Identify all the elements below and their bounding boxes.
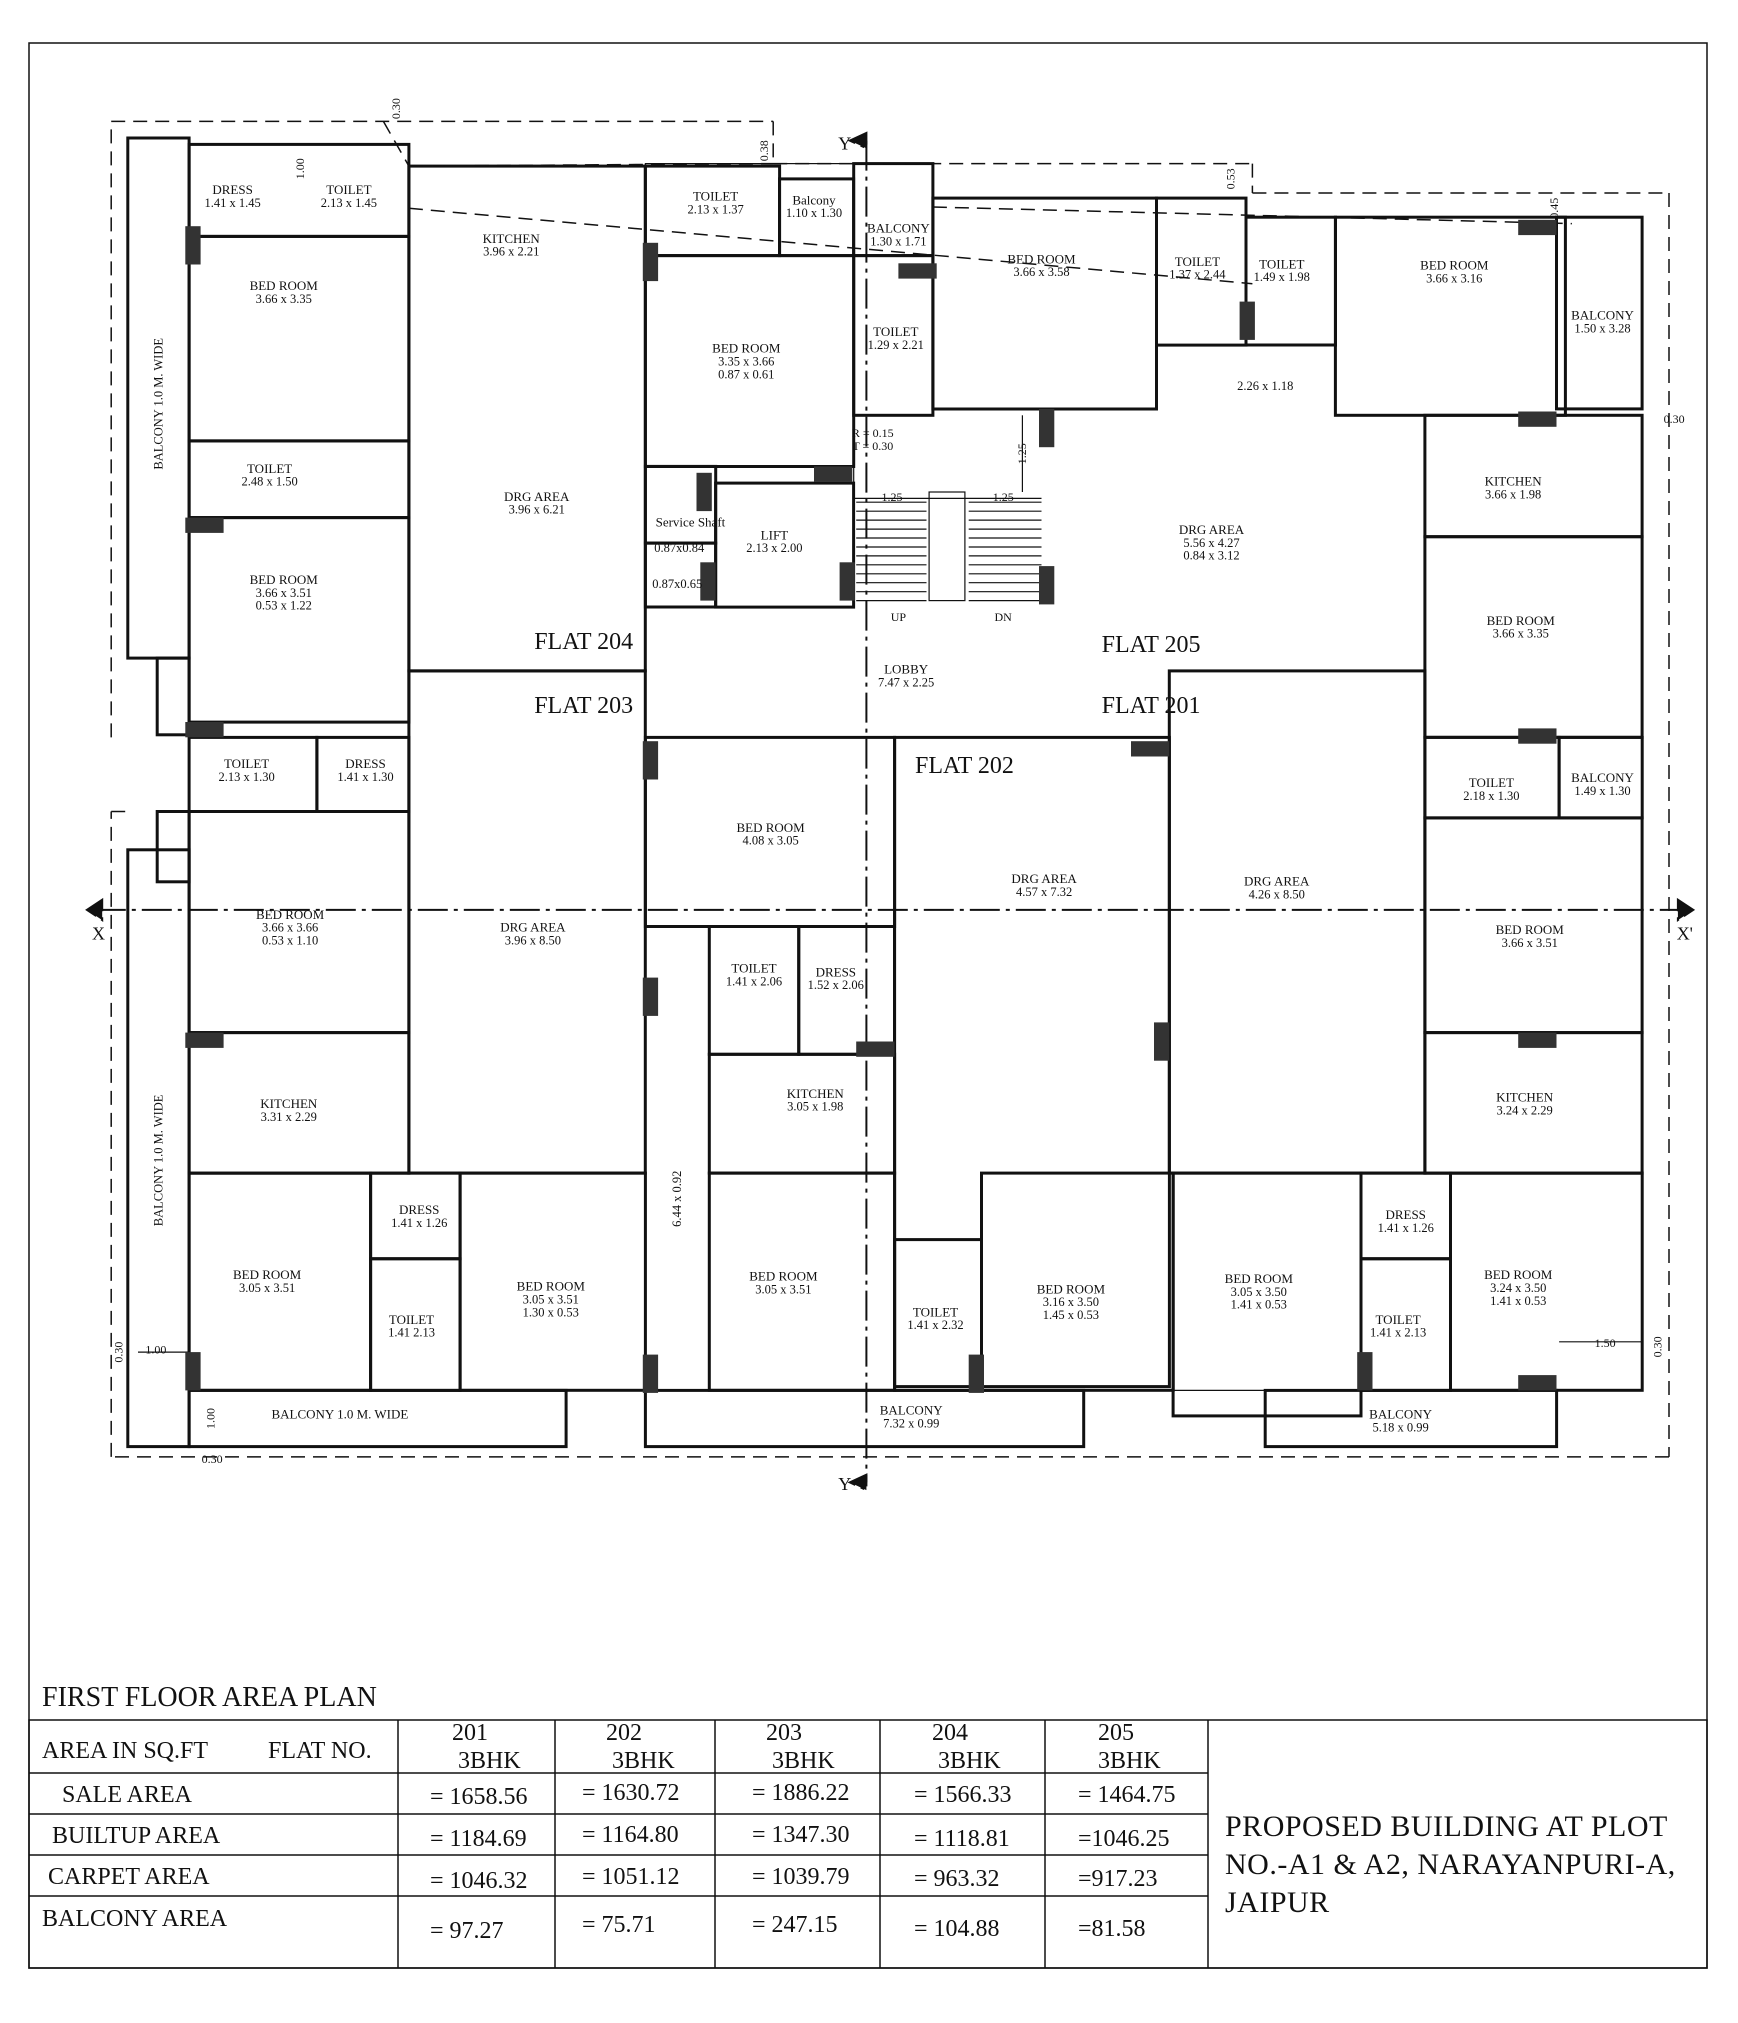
cell-value: = 1347.30 <box>752 1822 850 1848</box>
dimension-label: 1.00 <box>145 1342 167 1357</box>
room-label <box>867 221 930 249</box>
dimension-label: R = 0.15 <box>851 426 894 441</box>
room-label <box>749 1269 818 1297</box>
room-name: TOILET <box>873 324 919 340</box>
room-label <box>388 1312 435 1340</box>
room-name: Balcony <box>792 192 836 208</box>
structural-column <box>814 466 852 481</box>
structural-column <box>643 243 658 281</box>
room-name: KITCHEN <box>1496 1089 1554 1105</box>
room-dimension: 3.31 x 2.29 <box>260 1109 317 1124</box>
room-wall <box>157 812 189 882</box>
structural-column <box>643 1355 658 1393</box>
sheet-border <box>29 43 1707 1968</box>
room-name: DRG AREA <box>1244 873 1310 889</box>
room-label <box>1378 1207 1434 1235</box>
dimension-label: 0.30 <box>201 1452 223 1467</box>
room-label <box>907 1304 963 1332</box>
room-dimension: 1.10 x 1.30 <box>785 206 843 221</box>
room-label <box>1370 1312 1426 1340</box>
room-dimension: 4.57 x 7.32 <box>1015 884 1073 899</box>
room-name: KITCHEN <box>1484 473 1542 489</box>
room-dimension: 1.29 x 2.21 <box>867 337 924 352</box>
flat-label: FLAT 203 <box>534 693 634 720</box>
vertical-label: BALCONY 1.0 M. WIDE <box>151 1094 166 1227</box>
dimension-label: 0.53 <box>1223 168 1238 190</box>
room-dimension: 0.53 x 1.22 <box>255 598 312 613</box>
room-name: BED ROOM <box>255 906 325 922</box>
room-name: BED ROOM <box>249 278 318 294</box>
room-name: BED ROOM <box>1486 612 1555 628</box>
axis-arrow <box>87 900 102 920</box>
flat-label: FLAT 205 <box>1101 631 1201 658</box>
room-dimension: 7.32 x 0.99 <box>883 1416 940 1431</box>
room-label <box>391 1202 447 1230</box>
structural-column <box>1518 412 1556 427</box>
room-name: BALCONY <box>879 1402 943 1418</box>
room-dimension: 1.41 2.13 <box>388 1325 435 1340</box>
room-label <box>787 1086 845 1114</box>
room-dimension: 1.37 x 2.44 <box>1169 267 1226 282</box>
room-dimension: 3.05 x 3.51 <box>755 1282 812 1297</box>
outline-dashed <box>111 121 1669 1457</box>
room-label <box>337 756 393 784</box>
room-dimension: 1.41 x 1.26 <box>1377 1220 1434 1235</box>
room-name: KITCHEN <box>482 230 540 246</box>
flat-type: 3BHK <box>938 1748 1001 1774</box>
room-label <box>652 577 702 591</box>
stair-well <box>929 492 965 601</box>
cell-value: = 75.71 <box>582 1912 656 1938</box>
room-dimension: 2.26 x 1.18 <box>1237 378 1294 393</box>
axis-label: X' <box>1676 923 1693 944</box>
room-name: BED ROOM <box>1036 1281 1106 1297</box>
room-label <box>233 1267 302 1295</box>
row-label: SALE AREA <box>62 1782 193 1808</box>
row-label: BUILTUP AREA <box>52 1823 221 1849</box>
room-dimension: 2.48 x 1.50 <box>241 474 298 489</box>
room-name: BED ROOM <box>749 1268 818 1284</box>
structural-column <box>643 741 658 779</box>
room-name: BED ROOM <box>1420 257 1489 273</box>
room-label <box>256 907 325 948</box>
cell-value: =81.58 <box>1078 1916 1146 1942</box>
flat-no: 204 <box>932 1720 968 1746</box>
flat-no: 201 <box>452 1720 488 1746</box>
cell-value: = 1051.12 <box>582 1864 680 1890</box>
cell-value: = 1566.33 <box>914 1782 1012 1808</box>
cell-value: = 97.27 <box>430 1918 504 1944</box>
flat-type: 3BHK <box>1098 1748 1161 1774</box>
flat-no: 205 <box>1098 1720 1134 1746</box>
room-label <box>1485 474 1543 502</box>
room-dimension: 2.13 x 1.30 <box>218 769 275 784</box>
cell-value: = 1184.69 <box>430 1826 527 1852</box>
flat-label: FLAT 204 <box>534 629 634 656</box>
structural-column <box>185 518 223 533</box>
cell-value: = 1039.79 <box>752 1864 850 1890</box>
room-dimension: 1.41 x 2.06 <box>725 974 783 989</box>
room-name: BED ROOM <box>1495 922 1564 938</box>
room-dimension: 3.66 x 3.16 <box>1426 271 1483 286</box>
room-name: BALCONY <box>1571 307 1634 323</box>
room-dimension: 3.66 x 3.51 <box>255 585 312 600</box>
structural-column <box>185 1352 200 1390</box>
axis-label: Y <box>838 1474 852 1495</box>
room-name: TOILET <box>912 1304 959 1320</box>
room-label <box>504 489 570 517</box>
room-label <box>241 461 297 489</box>
room-label <box>786 193 842 221</box>
room-label <box>1487 613 1556 641</box>
room-name: TOILET <box>246 460 293 476</box>
room-dimension: 3.05 x 1.98 <box>787 1099 844 1114</box>
room-label <box>1244 874 1310 902</box>
structural-column <box>1039 409 1054 447</box>
axis-arrow <box>850 1475 867 1490</box>
room-label <box>726 961 782 989</box>
cell-value: = 1630.72 <box>582 1780 680 1806</box>
structural-column <box>1131 741 1169 756</box>
structural-column <box>1518 1033 1556 1048</box>
col-header-area: AREA IN SQ.FT <box>42 1738 209 1764</box>
cell-value: =1046.25 <box>1078 1826 1170 1852</box>
structural-column <box>1039 566 1054 604</box>
cell-value: = 104.88 <box>914 1916 1000 1942</box>
room-name: DRG AREA <box>1178 522 1245 538</box>
room-label <box>250 572 319 613</box>
dimension-label: T = 0.30 <box>852 438 894 453</box>
room-name: TOILET <box>731 960 777 976</box>
dimension-label: 1.00 <box>203 1408 218 1429</box>
room-dimension: 2.13 x 2.00 <box>746 541 803 556</box>
room-dimension: 0.87 x 0.61 <box>718 367 775 382</box>
flat-type: 3BHK <box>458 1748 521 1774</box>
dimension-label: 1.25 <box>881 490 903 504</box>
room-label <box>880 1403 943 1431</box>
room-label <box>1179 522 1245 563</box>
cell-value: = 1658.56 <box>430 1784 528 1810</box>
room-label <box>712 341 781 382</box>
dimension-label: 0.38 <box>757 140 771 162</box>
room-dimension: 0.84 x 3.12 <box>1183 548 1240 563</box>
room-dimension: 3.35 x 3.66 <box>718 354 775 369</box>
structural-column <box>856 1042 894 1057</box>
room-label <box>1369 1407 1432 1435</box>
room-name: TOILET <box>1375 1311 1421 1327</box>
dimension-label: 1.25 <box>992 490 1014 504</box>
outline-dashed-line <box>933 207 1572 224</box>
axis-arrow <box>850 133 867 148</box>
room-label <box>517 1279 586 1320</box>
room-wall <box>1335 217 1565 415</box>
room-dimension: 4.08 x 3.05 <box>742 833 799 848</box>
room-name: DRESS <box>212 182 253 198</box>
dimension-label: 0.30 <box>111 1341 126 1363</box>
dimension-label: 1.50 <box>1594 1335 1616 1350</box>
structural-column <box>1518 728 1556 743</box>
room-label <box>1571 770 1634 798</box>
room-label <box>1463 775 1519 803</box>
structural-column <box>1357 1352 1372 1390</box>
room-name: Service Shaft <box>655 514 726 530</box>
axis-arrow <box>1678 900 1693 920</box>
room-name: BED ROOM <box>1007 251 1076 267</box>
room-name: BALCONY <box>1369 1406 1433 1422</box>
room-label <box>218 756 274 784</box>
cell-value: =917.23 <box>1078 1866 1158 1892</box>
dimension-label: 1.25 <box>1015 443 1030 465</box>
room-name: BED ROOM <box>516 1278 585 1294</box>
room-label <box>1496 1090 1554 1118</box>
room-label <box>260 1096 318 1124</box>
structural-column <box>1240 302 1255 340</box>
structural-column <box>1518 1375 1556 1390</box>
room-dimension: 3.66 x 3.51 <box>1501 936 1558 950</box>
room-dimension: 1.41 x 1.45 <box>204 196 261 210</box>
room-label <box>1011 871 1077 899</box>
room-dimension: 3.96 x 8.50 <box>504 933 562 948</box>
room-label <box>483 231 541 259</box>
room-name: BED ROOM <box>736 819 805 835</box>
room-dimension: 1.49 x 1.98 <box>1253 270 1310 285</box>
room-dimension: 3.66 x 3.66 <box>261 920 319 935</box>
room-wall <box>895 737 1170 1386</box>
cell-value: = 963.32 <box>914 1866 1000 1892</box>
structural-column <box>840 562 855 600</box>
room-name: DRG AREA <box>500 919 566 935</box>
room-name: TOILET <box>1468 775 1515 791</box>
room-dimension: 1.52 x 2.06 <box>807 978 864 993</box>
room-dimension: 1.45 x 0.53 <box>1042 1307 1100 1322</box>
room-name: DRG AREA <box>1011 871 1077 887</box>
room-wall <box>189 441 409 518</box>
structural-column <box>697 473 712 511</box>
room-label <box>1496 922 1565 950</box>
room-label <box>1571 308 1634 336</box>
room-name: TOILET <box>1259 256 1305 272</box>
structural-column <box>1154 1022 1169 1060</box>
room-label <box>1169 254 1226 282</box>
room-dimension: 0.87x0.65 <box>652 576 703 591</box>
row-label: BALCONY AREA <box>42 1906 228 1932</box>
room-dimension: 0.53 x 1.10 <box>261 933 319 948</box>
cell-value: = 1886.22 <box>752 1780 850 1806</box>
room-label <box>687 189 743 217</box>
flat-label: FLAT 201 <box>1101 693 1201 720</box>
room-name: KITCHEN <box>260 1096 318 1111</box>
room-dimension: 1.49 x 1.30 <box>1574 783 1631 798</box>
cell-value: = 1164.80 <box>582 1822 679 1848</box>
room-dimension: 1.41 x 2.13 <box>1369 1325 1427 1340</box>
dimension-label: 0.45 <box>1546 197 1561 219</box>
room-dimension: 5.56 x 4.27 <box>1183 536 1240 550</box>
vertical-label: BALCONY 1.0 M. WIDE <box>151 338 166 470</box>
structural-column <box>969 1355 984 1393</box>
room-name: TOILET <box>388 1311 435 1327</box>
axis-label: Y <box>838 133 852 154</box>
room-dimension: 3.66 x 1.98 <box>1484 487 1542 502</box>
room-label <box>204 182 260 210</box>
structural-column <box>643 978 658 1016</box>
room-dimension: 3.66 x 3.35 <box>255 291 312 306</box>
dimension-label: UP <box>890 610 907 625</box>
row-label: CARPET AREA <box>48 1864 210 1890</box>
room-dimension: 1.41 x 0.53 <box>1490 1293 1547 1308</box>
room-name: DRESS <box>345 756 386 771</box>
room-dimension: 5.18 x 0.99 <box>1372 1420 1429 1435</box>
room-name: TOILET <box>692 188 739 204</box>
room-label <box>1237 379 1293 393</box>
room-wall <box>1169 671 1425 1173</box>
room-name: BED ROOM <box>1224 1271 1293 1287</box>
room-dimension: 1.41 x 0.53 <box>1230 1297 1287 1312</box>
room-name: BED ROOM <box>232 1267 302 1283</box>
room-dimension: 1.30 x 1.71 <box>870 234 927 249</box>
flat-type: 3BHK <box>772 1748 835 1774</box>
room-wall <box>189 518 409 723</box>
structural-column <box>898 263 936 278</box>
room-name: KITCHEN <box>786 1085 844 1101</box>
room-name: BED ROOM <box>249 572 318 587</box>
room-wall <box>933 198 1157 409</box>
structural-column <box>700 562 715 600</box>
dimension-label: DN <box>994 610 1012 625</box>
room-dimension: 3.66 x 3.58 <box>1013 265 1070 279</box>
cell-value: = 247.15 <box>752 1912 838 1938</box>
room-wall <box>157 658 189 735</box>
cell-value: = 1118.81 <box>914 1826 1010 1852</box>
room-dimension: 3.05 x 3.50 <box>1230 1284 1287 1299</box>
room-dimension: 1.41 x 1.30 <box>337 769 394 784</box>
room-name: TOILET <box>326 182 372 198</box>
structural-column <box>185 722 223 737</box>
room-dimension: 1.41 x 2.32 <box>907 1318 964 1333</box>
room-label <box>868 324 924 352</box>
room-dimension: 3.96 x 6.21 <box>508 502 565 517</box>
room-labels <box>204 182 1634 1434</box>
room-label <box>1225 1271 1294 1312</box>
room-name: LOBBY <box>884 661 929 677</box>
room-dimension: 3.05 x 3.51 <box>522 1292 579 1307</box>
flat-type: 3BHK <box>612 1748 675 1774</box>
flat-no: 202 <box>606 1720 642 1746</box>
room-label <box>736 820 805 848</box>
room-name: TOILET <box>1174 253 1221 269</box>
axis-label: X <box>92 923 105 944</box>
room-label <box>1420 258 1489 286</box>
flat-no: 203 <box>766 1720 802 1746</box>
room-label <box>878 662 934 690</box>
room-label <box>1254 256 1310 284</box>
room-dimension: 4.26 x 8.50 <box>1248 887 1305 902</box>
room-name: BED ROOM <box>712 340 781 356</box>
room-name: BED ROOM <box>1484 1267 1553 1283</box>
room-wall <box>709 927 799 1055</box>
table-heading: FIRST FLOOR AREA PLAN <box>42 1682 377 1713</box>
room-name: BALCONY 1.0 M. WIDE <box>271 1406 409 1422</box>
structural-column <box>185 1033 223 1048</box>
room-label <box>321 182 377 210</box>
dimension-label: 0.30 <box>1650 1336 1665 1358</box>
room-name: BALCONY <box>866 220 930 236</box>
flat-label: FLAT 202 <box>915 753 1014 780</box>
room-label <box>1007 251 1076 279</box>
room-wall <box>189 236 409 441</box>
room-name: BALCONY <box>1571 770 1634 786</box>
room-name: DRESS <box>815 964 857 980</box>
dimension-label: 0.30 <box>389 98 403 120</box>
structural-column <box>185 226 200 264</box>
structural-column <box>1518 220 1556 235</box>
room-dimension: 3.24 x 2.29 <box>1496 1103 1553 1118</box>
room-name: TOILET <box>223 756 270 771</box>
room-dimension: 2.18 x 1.30 <box>1463 789 1520 803</box>
project-title: PROPOSED BUILDING AT PLOT NO.-A1 & A2, NARAYANPURI-A, JAIPUR <box>1225 1810 1676 1919</box>
room-label <box>1037 1281 1106 1322</box>
room-name: DRG AREA <box>504 489 570 504</box>
col-header-flat: FLAT NO. <box>268 1738 372 1764</box>
room-label <box>808 964 864 992</box>
room-label <box>1484 1267 1553 1308</box>
room-label <box>746 527 802 555</box>
room-dimension: 3.16 x 3.50 <box>1042 1295 1100 1310</box>
room-dimension: 2.13 x 1.45 <box>320 196 378 210</box>
room-dimension: 2.13 x 1.37 <box>687 202 744 217</box>
room-wall <box>645 1390 1083 1446</box>
cell-value: = 1046.32 <box>430 1868 528 1894</box>
room-dimension: 1.50 x 3.28 <box>1574 321 1631 336</box>
room-dimension: 1.30 x 0.53 <box>522 1305 579 1320</box>
room-name: DRESS <box>398 1202 440 1217</box>
room-dimension: 3.24 x 3.50 <box>1490 1281 1547 1295</box>
vertical-label: 6.44 x 0.92 <box>670 1170 685 1227</box>
cell-value: = 1464.75 <box>1078 1782 1176 1808</box>
room-dimension: 0.87x0.84 <box>654 541 705 556</box>
room-name: LIFT <box>760 527 789 543</box>
room-dimension: 3.66 x 3.35 <box>1492 626 1549 641</box>
room-label <box>271 1407 408 1422</box>
room-label <box>250 278 319 306</box>
room-name: DRESS <box>1385 1207 1426 1223</box>
dimension-label: 0.30 <box>1663 412 1685 426</box>
room-label <box>500 920 566 948</box>
room-dimension: 1.41 x 1.26 <box>391 1215 448 1230</box>
room-dimension: 7.47 x 2.25 <box>877 675 935 690</box>
room-dimension: 3.05 x 3.51 <box>238 1281 296 1295</box>
dimension-label: 1.00 <box>293 158 308 180</box>
room-dimension: 3.96 x 2.21 <box>483 244 540 259</box>
